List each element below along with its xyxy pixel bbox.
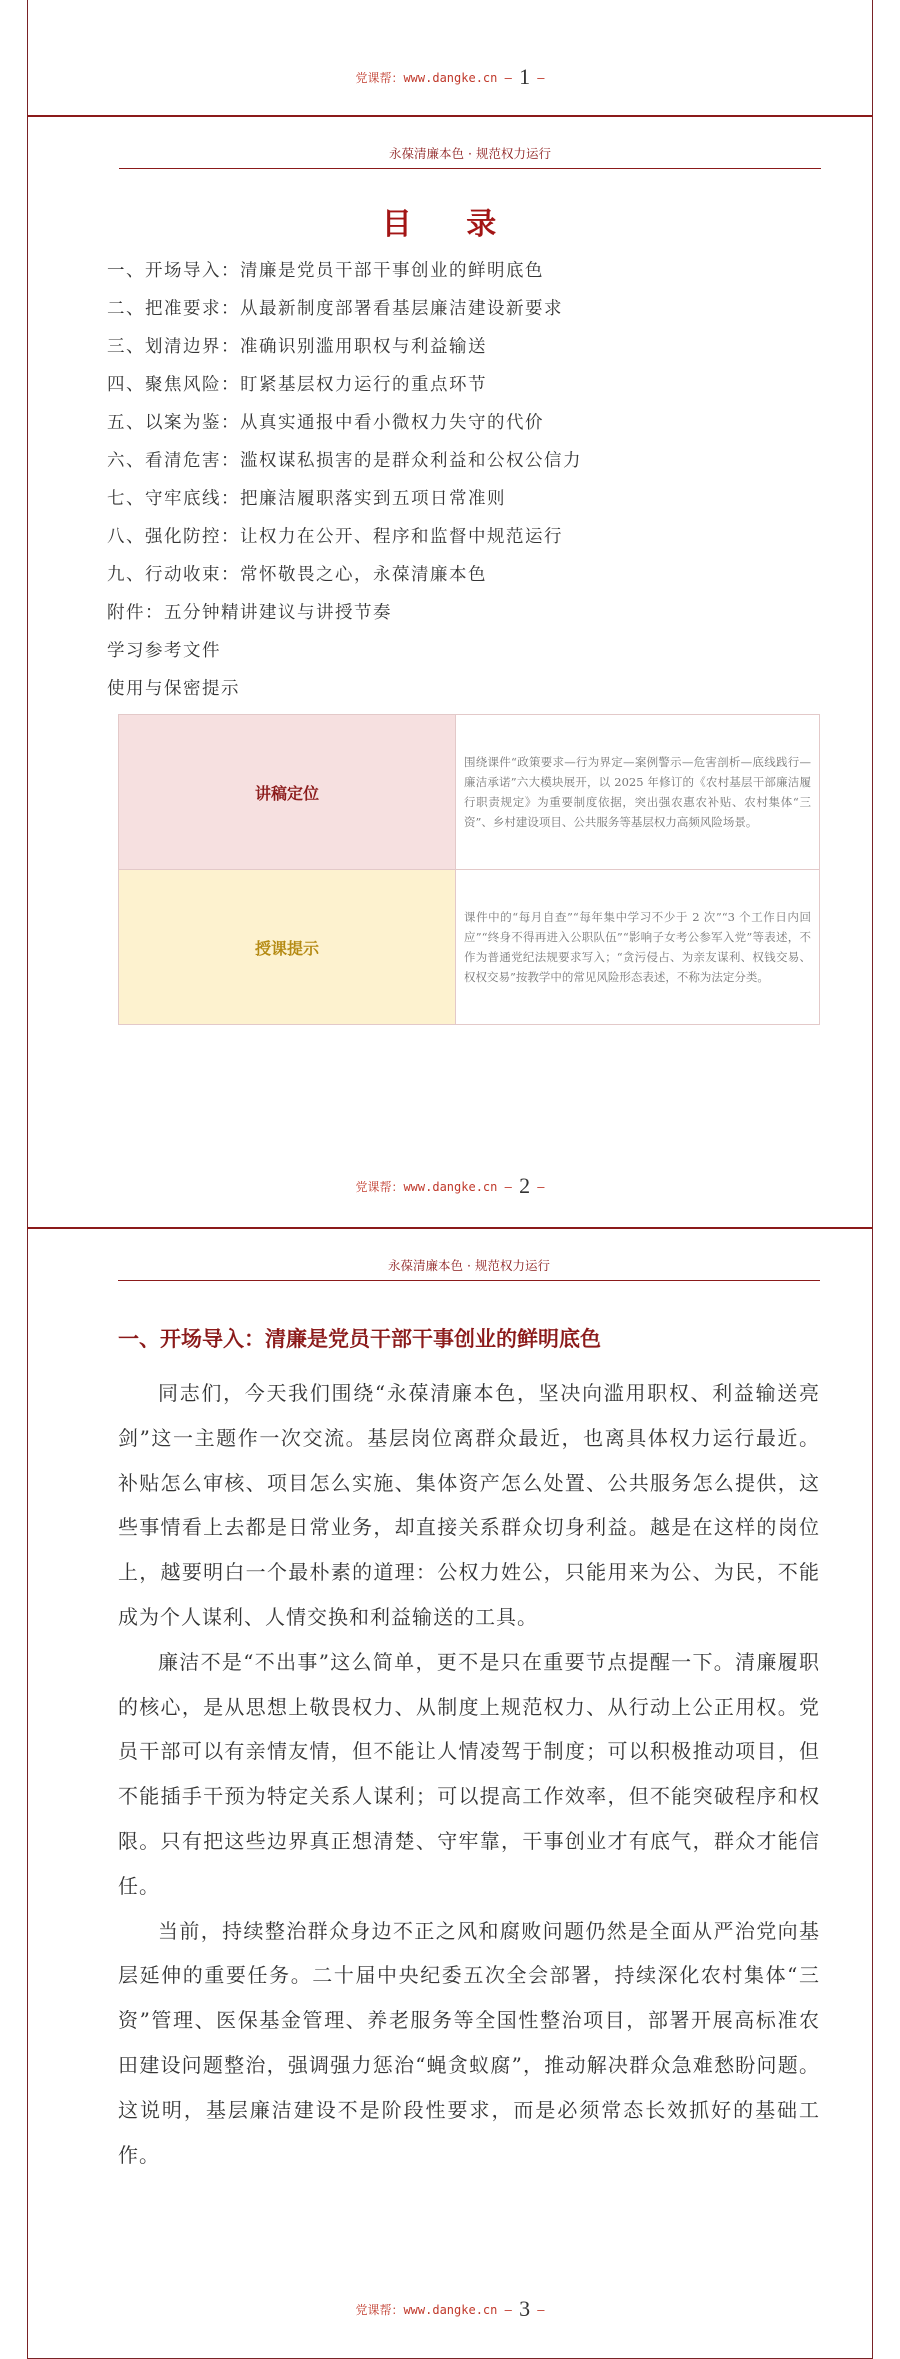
info-row-teaching-tips — [119, 870, 820, 1025]
toc-item[interactable]: 使用与保密提示 — [107, 679, 240, 699]
toc-item[interactable]: 六、看清危害：滥权谋私损害的是群众利益和公权公信力 — [107, 451, 582, 471]
toc-item[interactable]: 四、聚焦风险：盯紧基层权力运行的重点环节 — [107, 375, 487, 395]
info-row-positioning — [119, 715, 820, 870]
toc-item[interactable]: 学习参考文件 — [107, 641, 221, 661]
info-label: 授课提示 — [119, 870, 456, 1025]
footer-dash: — — [537, 71, 545, 85]
toc-item[interactable]: 五、以案为鉴：从真实通报中看小微权力失守的代价 — [107, 413, 544, 433]
footer-site: 党课帮：www.dangke.cn — — [355, 2303, 512, 2317]
toc-item[interactable]: 附件：五分钟精讲建议与讲授节奏 — [107, 603, 392, 623]
footer-dash: — — [537, 1180, 545, 1194]
toc-item[interactable]: 八、强化防控：让权力在公开、程序和监督中规范运行 — [107, 527, 563, 547]
info-label: 讲稿定位 — [119, 715, 456, 870]
page-number: 2 — [519, 1173, 531, 1198]
footer-site: 党课帮：www.dangke.cn — — [355, 1180, 512, 1194]
info-table — [118, 714, 820, 1025]
paragraph: 同志们，今天我们围绕“永葆清廉本色，坚决向滥用职权、利益输送亮剑”这一主题作一次交流。基层岗位离群众最近，也离具体权力运行最近。补贴怎么审核、项目怎么实施、集体资产怎么处置、公共服务怎么提供，这些事情看上去都是日常业务，却直接关系群众切身利益。越是在这样的岗位上，越要明白一个最朴素的道理：公权力姓公，只能用来为公、为民，不能成为个人谋利、人情交换和利益输送的工具。 — [118, 1381, 820, 1629]
toc-item[interactable]: 一、开场导入：清廉是党员干部干事创业的鲜明底色 — [107, 261, 544, 281]
footer-site: 党课帮：www.dangke.cn — — [355, 71, 512, 85]
toc-item[interactable]: 九、行动收束：常怀敬畏之心，永葆清廉本色 — [107, 565, 487, 585]
section-title: 一、开场导入：清廉是党员干部干事创业的鲜明底色 — [118, 1327, 601, 1351]
page-footer — [28, 2296, 872, 2322]
page-header: 永葆清廉本色 · 规范权力运行 — [119, 144, 821, 169]
page-3 — [27, 1229, 873, 2359]
section-body — [118, 1371, 820, 2177]
page-number: 3 — [519, 2296, 531, 2321]
page-number: 1 — [519, 64, 531, 89]
page-footer — [28, 1173, 872, 1199]
page-1 — [27, 0, 873, 115]
page-header: 永葆清廉本色 · 规范权力运行 — [118, 1256, 820, 1281]
toc-title: 目 录 — [381, 207, 519, 242]
info-text: 课件中的“每月自查”“每年集中学习不少于 2 次”“3 个工作日内回应”“终身不得再进入公职队伍”“影响子女考公参军入党”等表述，不作为普通党纪法规要求写入；“贪污侵占、为亲友谋利、权钱交易、权权交易”按教学中的常见风险形态表述，不称为法定分类。 — [456, 870, 820, 1025]
paragraph: 廉洁不是“不出事”这么简单，更不是只在重要节点提醒一下。清廉履职的核心，是从思想上敬畏权力、从制度上规范权力、从行动上公正用权。党员干部可以有亲情友情，但不能让人情凌驾于制度；可以积极推动项目，但不能插手干预为特定关系人谋利；可以提高工作效率，但不能突破程序和权限。只有把这些边界真正想清楚、守牢靠，干事创业才有底气，群众才能信任。 — [118, 1649, 820, 1898]
page-footer — [28, 64, 872, 90]
toc-item[interactable]: 七、守牢底线：把廉洁履职落实到五项日常准则 — [107, 489, 506, 509]
toc-item[interactable]: 二、把准要求：从最新制度部署看基层廉洁建设新要求 — [107, 299, 563, 319]
paragraph: 当前，持续整治群众身边不正之风和腐败问题仍然是全面从严治党向基层延伸的重要任务。二十届中央纪委五次全会部署，持续深化农村集体“三资”管理、医保基金管理、养老服务等全国性整治项目，部署开展高标准农田建设问题整治，强调强力惩治“蝇贪蚁腐”，推动解决群众急难愁盼问题。这说明，基层廉洁建设不是阶段性要求，而是必须常态长效抓好的基础工作。 — [118, 1918, 820, 2167]
info-text: 围绕课件“政策要求—行为界定—案例警示—危害剖析—底线践行—廉洁承诺”六大模块展开，以 2025 年修订的《农村基层干部廉洁履行职责规定》为重要制度依据，突出强农惠农补贴、农村集体“三资”、乡村建设项目、公共服务等基层权力高频风险场景。 — [456, 715, 820, 870]
toc-item[interactable]: 三、划清边界：准确识别滥用职权与利益输送 — [107, 337, 487, 357]
page-2 — [27, 117, 873, 1227]
footer-dash: — — [537, 2303, 545, 2317]
toc-list — [107, 252, 582, 708]
